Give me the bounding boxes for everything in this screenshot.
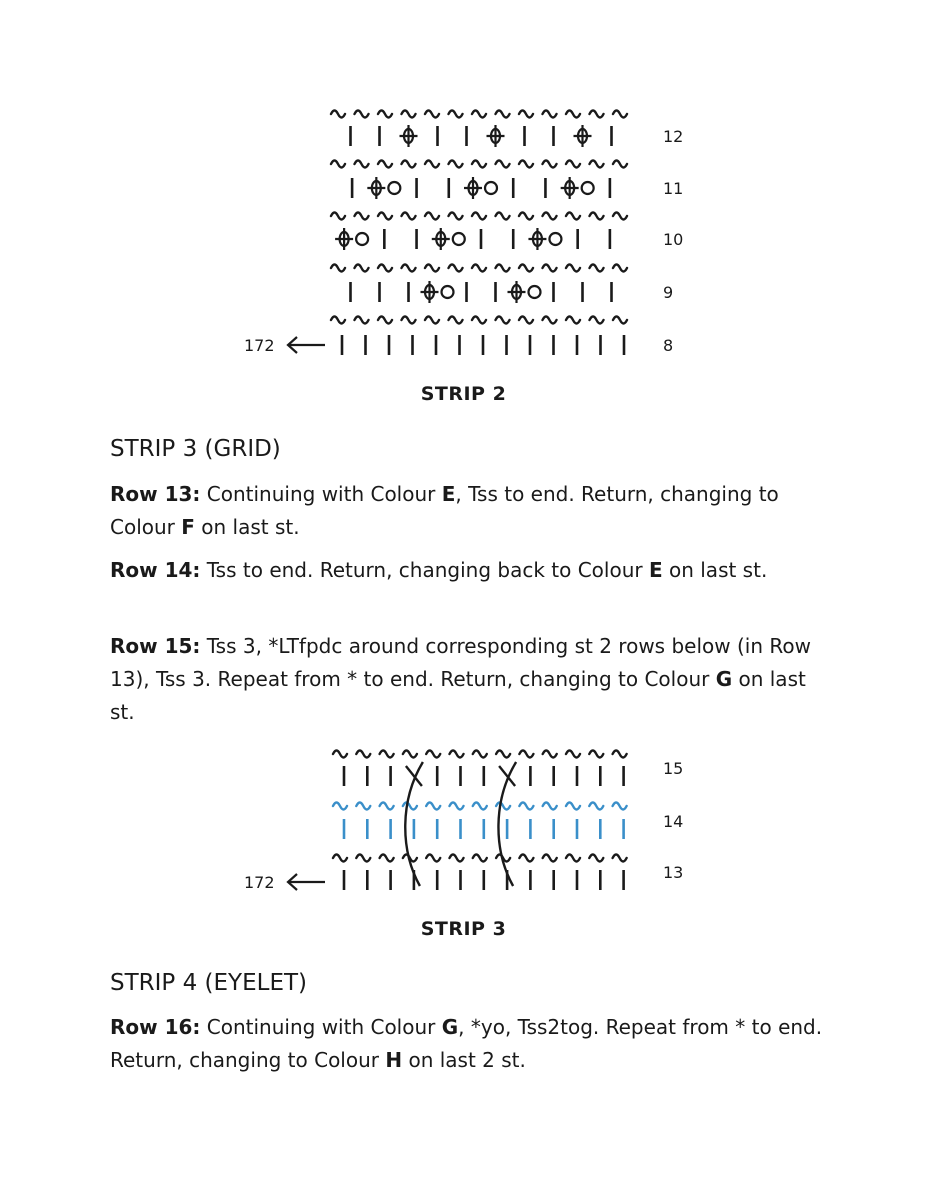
instruction-text: Continuing with Colour — [200, 1015, 442, 1039]
return-stitch-symbol — [355, 317, 369, 324]
return-stitch-symbol — [402, 111, 416, 118]
return-stitch-symbol — [378, 213, 392, 220]
return-stitch-symbol — [566, 111, 580, 118]
return-stitch-symbol — [449, 161, 463, 168]
return-stitch-symbol — [496, 213, 510, 220]
row-instruction — [110, 1011, 830, 1077]
yarn-over-symbol — [388, 182, 400, 194]
return-stitch-symbol — [402, 317, 416, 324]
instruction-text: Tss to end. Return, changing back to Colour — [200, 558, 649, 582]
return-stitch-symbol — [449, 111, 463, 118]
yarn-over-symbol — [356, 233, 368, 245]
instruction-text: on last st. — [194, 515, 300, 539]
return-stitch-symbol — [425, 111, 439, 118]
return-stitch-symbol — [472, 161, 486, 168]
return-stitch-symbol — [566, 855, 580, 862]
return-stitch-symbol — [426, 803, 440, 810]
return-stitch-symbol — [589, 803, 603, 810]
return-stitch-symbol — [589, 855, 603, 862]
return-stitch-symbol — [449, 317, 463, 324]
row-label: Row 16: — [110, 1015, 201, 1039]
return-stitch-symbol — [380, 751, 394, 758]
return-stitch-symbol — [543, 317, 557, 324]
return-stitch-symbol — [378, 317, 392, 324]
instruction-text: Continuing with Colour — [200, 482, 442, 506]
return-stitch-symbol — [566, 751, 580, 758]
strip4-heading: STRIP 4 (EYELET) — [110, 970, 307, 996]
yarn-over-symbol — [529, 286, 541, 298]
return-stitch-symbol — [543, 803, 557, 810]
return-stitch-symbol — [590, 213, 604, 220]
instruction-text: on last st. — [662, 558, 768, 582]
return-stitch-symbol — [590, 111, 604, 118]
stitch-count-label: 172 — [244, 873, 275, 892]
strip3-caption: STRIP 3 — [420, 918, 507, 940]
row-number: 15 — [663, 759, 684, 778]
return-stitch-symbol — [613, 803, 627, 810]
return-stitch-symbol — [613, 855, 627, 862]
return-stitch-symbol — [450, 803, 464, 810]
strip3-stitch-chart — [0, 740, 927, 900]
return-stitch-symbol — [425, 161, 439, 168]
return-stitch-symbol — [566, 265, 580, 272]
return-stitch-symbol — [473, 855, 487, 862]
row-instruction — [110, 478, 830, 544]
return-stitch-symbol — [543, 265, 557, 272]
return-stitch-symbol — [380, 803, 394, 810]
return-stitch-symbol — [543, 111, 557, 118]
return-stitch-symbol — [331, 317, 345, 324]
colour-code: G — [441, 1015, 459, 1039]
row-label: Row 13: — [110, 482, 201, 506]
return-stitch-symbol — [380, 855, 394, 862]
return-stitch-symbol — [333, 751, 347, 758]
return-stitch-symbol — [331, 265, 345, 272]
return-stitch-symbol — [425, 213, 439, 220]
colour-code: F — [181, 515, 195, 539]
row-number: 10 — [663, 230, 684, 249]
return-stitch-symbol — [355, 213, 369, 220]
return-stitch-symbol — [378, 161, 392, 168]
instruction-text: on last 2 st. — [402, 1048, 526, 1072]
strip3-heading: STRIP 3 (GRID) — [110, 436, 281, 462]
return-stitch-symbol — [566, 317, 580, 324]
instruction-text: , *yo, Tss2tog. Repeat from * to end. Return, changing to Colour — [110, 1015, 823, 1072]
return-stitch-symbol — [519, 317, 533, 324]
return-stitch-symbol — [496, 111, 510, 118]
row-label: Row 15: — [110, 634, 201, 658]
return-stitch-symbol — [613, 213, 627, 220]
return-stitch-symbol — [426, 855, 440, 862]
return-stitch-symbol — [402, 213, 416, 220]
return-stitch-symbol — [543, 855, 557, 862]
return-stitch-symbol — [378, 265, 392, 272]
return-stitch-symbol — [333, 803, 347, 810]
colour-code: H — [385, 1048, 403, 1072]
return-stitch-symbol — [356, 803, 370, 810]
return-stitch-symbol — [613, 265, 627, 272]
strip2-chart-svg — [0, 100, 927, 365]
strip3-chart-svg — [0, 740, 927, 900]
return-stitch-symbol — [519, 161, 533, 168]
return-stitch-symbol — [519, 803, 533, 810]
return-stitch-symbol — [402, 265, 416, 272]
return-stitch-symbol — [519, 111, 533, 118]
stitch-count-label: 172 — [244, 336, 275, 355]
return-stitch-symbol — [378, 111, 392, 118]
return-stitch-symbol — [566, 161, 580, 168]
return-stitch-symbol — [425, 317, 439, 324]
return-stitch-symbol — [519, 855, 533, 862]
yarn-over-symbol — [442, 286, 454, 298]
colour-code: G — [715, 667, 733, 691]
instruction-text: Tss 3, *LTfpdc around corresponding st 2 rows below (in Row 13), Tss 3. Repeat from * to end. Return, changing to Colour — [110, 634, 811, 691]
colour-code: E — [648, 558, 663, 582]
row-label: Row 14: — [110, 558, 201, 582]
strip2-caption: STRIP 2 — [420, 383, 507, 405]
yarn-over-symbol — [485, 182, 497, 194]
return-stitch-symbol — [496, 317, 510, 324]
return-stitch-symbol — [356, 855, 370, 862]
return-stitch-symbol — [496, 161, 510, 168]
return-stitch-symbol — [331, 161, 345, 168]
return-stitch-symbol — [403, 751, 417, 758]
return-stitch-symbol — [496, 751, 510, 758]
row-number: 9 — [663, 283, 674, 302]
row-number: 11 — [663, 179, 684, 198]
return-stitch-symbol — [496, 803, 510, 810]
return-stitch-symbol — [355, 265, 369, 272]
return-stitch-symbol — [472, 111, 486, 118]
return-stitch-symbol — [613, 317, 627, 324]
return-stitch-symbol — [590, 161, 604, 168]
return-stitch-symbol — [496, 265, 510, 272]
row-number: 12 — [663, 127, 684, 146]
return-stitch-symbol — [473, 803, 487, 810]
return-stitch-symbol — [613, 751, 627, 758]
return-stitch-symbol — [543, 751, 557, 758]
colour-code: E — [441, 482, 456, 506]
return-stitch-symbol — [519, 265, 533, 272]
yarn-over-symbol — [549, 233, 561, 245]
return-stitch-symbol — [402, 161, 416, 168]
return-stitch-symbol — [333, 855, 347, 862]
row-instruction — [110, 630, 830, 729]
return-stitch-symbol — [356, 751, 370, 758]
instruction-text: , Tss to end. Return, changing to Colour — [110, 482, 779, 539]
return-stitch-symbol — [472, 213, 486, 220]
return-stitch-symbol — [355, 161, 369, 168]
return-stitch-symbol — [331, 111, 345, 118]
return-stitch-symbol — [543, 213, 557, 220]
return-stitch-symbol — [355, 111, 369, 118]
row-number: 14 — [663, 812, 684, 831]
return-stitch-symbol — [426, 751, 440, 758]
return-stitch-symbol — [450, 855, 464, 862]
return-stitch-symbol — [566, 803, 580, 810]
strip2-stitch-chart — [0, 100, 927, 365]
return-stitch-symbol — [519, 751, 533, 758]
return-stitch-symbol — [472, 317, 486, 324]
return-stitch-symbol — [613, 111, 627, 118]
return-stitch-symbol — [472, 265, 486, 272]
return-stitch-symbol — [449, 213, 463, 220]
return-stitch-symbol — [613, 161, 627, 168]
row-instruction — [110, 554, 830, 587]
instruction-text: on last st. — [110, 667, 806, 724]
return-stitch-symbol — [566, 213, 580, 220]
return-stitch-symbol — [519, 213, 533, 220]
yarn-over-symbol — [582, 182, 594, 194]
return-stitch-symbol — [589, 751, 603, 758]
return-stitch-symbol — [473, 751, 487, 758]
return-stitch-symbol — [331, 213, 345, 220]
return-stitch-symbol — [590, 317, 604, 324]
return-stitch-symbol — [450, 751, 464, 758]
return-stitch-symbol — [543, 161, 557, 168]
return-stitch-symbol — [425, 265, 439, 272]
return-stitch-symbol — [403, 803, 417, 810]
row-number: 13 — [663, 863, 684, 882]
row-number: 8 — [663, 336, 674, 355]
return-stitch-symbol — [449, 265, 463, 272]
return-stitch-symbol — [590, 265, 604, 272]
yarn-over-symbol — [453, 233, 465, 245]
